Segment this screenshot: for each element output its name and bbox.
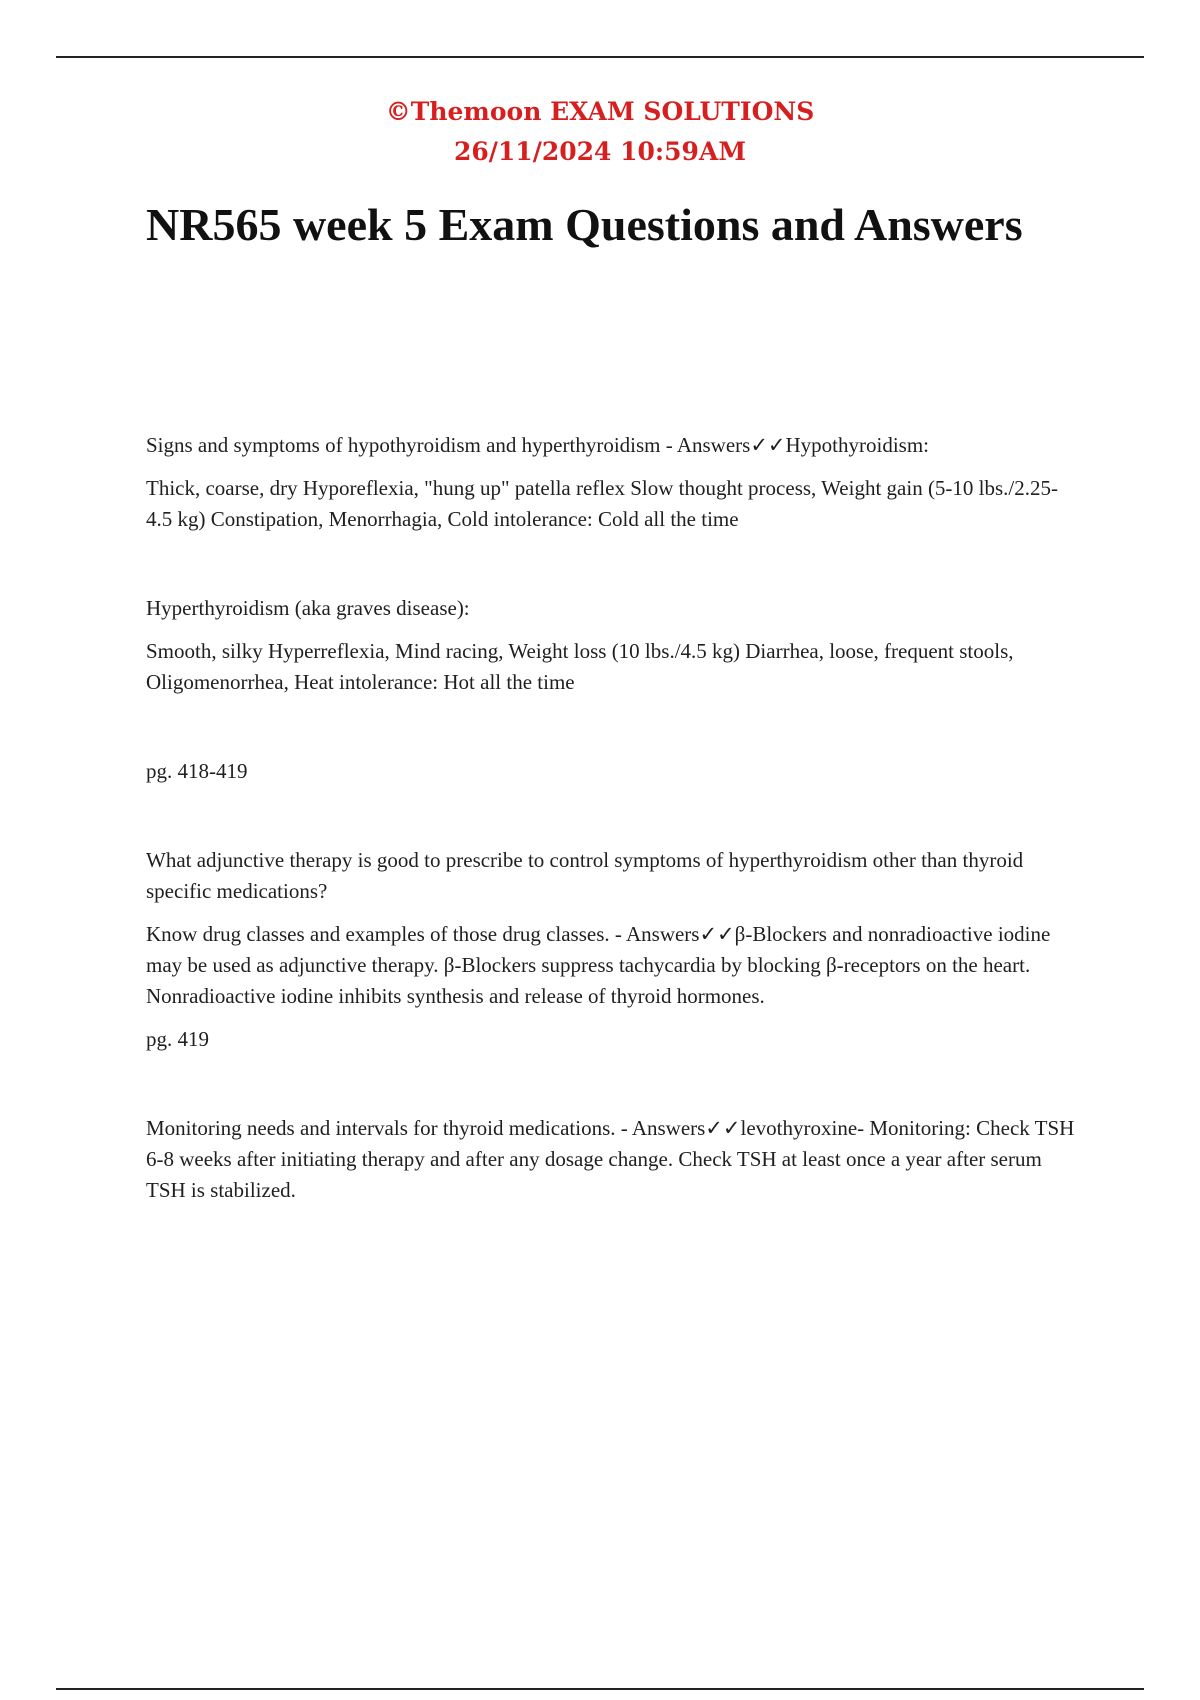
bottom-rule: [56, 1688, 1144, 1690]
answer-2: Know drug classes and examples of those drug classes. - Answers✓✓β-Blockers and nonradioactive iodine may be used as adjunctive therapy. β-Blockers suppress tachycardia by blocking β-receptors on the heart. Nonradioactive iodine inhibits synthesis and release of thyroid hormones.: [146, 922, 1051, 1008]
watermark-timestamp: 26/11/2024 10:59AM: [453, 137, 746, 166]
watermark-line-1: ©Themoon EXAM SOLUTIONS: [385, 97, 815, 126]
answer-1-part-2: Smooth, silky Hyperreflexia, Mind racing, Weight loss (10 lbs./4.5 kg) Diarrhea, loose, frequent stools, Oligomenorrhea, Heat intolerance: Hot all the time: [146, 639, 1014, 694]
answer-1-subheading: Hyperthyroidism (aka graves disease):: [146, 596, 470, 620]
page-reference-1: pg. 418-419: [146, 759, 248, 783]
page-reference-2: pg. 419: [146, 1027, 209, 1051]
question-3: Monitoring needs and intervals for thyroid medications. - Answers✓✓levothyroxine- Monitoring: Check TSH 6-8 weeks after initiating therapy and after any dosage change. Check TSH at least once a year after serum TSH is stabilized.: [146, 1116, 1075, 1202]
question-2: What adjunctive therapy is good to prescribe to control symptoms of hyperthyroidism other than thyroid specific medications?: [146, 848, 1024, 903]
answer-1: Thick, coarse, dry Hyporeflexia, "hung up" patella reflex Slow thought process, Weight gain (5-10 lbs./2.25-4.5 kg) Constipation, Menorrhagia, Cold intolerance: Cold all the time: [146, 476, 1059, 531]
document-body: [146, 430, 1081, 1206]
question-1: Signs and symptoms of hypothyroidism and hyperthyroidism - Answers✓✓Hypothyroidism:: [146, 433, 930, 457]
top-rule: [56, 56, 1144, 58]
document-title: NR565 week 5 Exam Questions and Answers: [146, 199, 1023, 250]
watermark: [0, 92, 1200, 172]
